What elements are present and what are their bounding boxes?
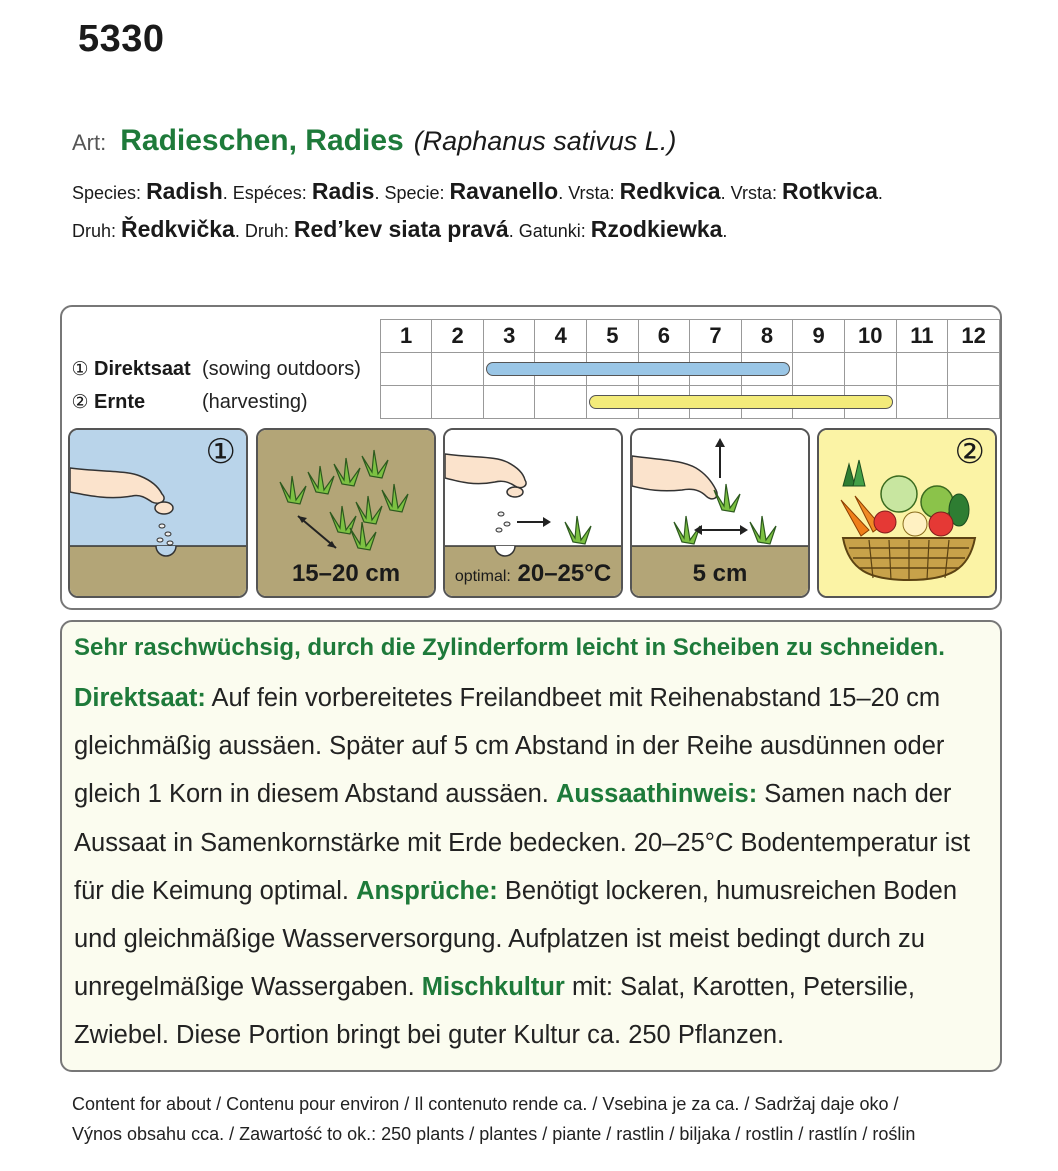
row-circle-2: ② — [71, 391, 89, 413]
latin-name: (Raphanus sativus L.) — [413, 126, 677, 156]
optimal-label: optimal: — [454, 568, 511, 585]
species-name: Redkvica — [619, 178, 721, 204]
species-name: Radish — [146, 178, 223, 204]
calendar-cell — [432, 386, 484, 419]
sowing-period-bar — [486, 362, 790, 376]
description-headline: Sehr raschwüchsig, durch die Zylinderform leicht in Scheiben zu schneiden. — [74, 634, 945, 661]
month-7: 7 — [690, 320, 742, 353]
panel-sowing — [68, 428, 248, 598]
month-10: 10 — [844, 320, 896, 353]
row-circle-1: ① — [71, 358, 89, 380]
species-name: Rzodkiewka — [590, 216, 723, 242]
month-2: 2 — [432, 320, 484, 353]
species-name: Red’kev siata pravá — [293, 216, 509, 242]
text-ansprueche: Benötigt lockeren, humusreichen Boden und gleichmäßige Wasserversorgung. Aufplatzen ist meist bedingt durch zu unregelmäßige Wassergaben. — [74, 876, 958, 1002]
calendar-cell — [535, 386, 587, 419]
badge-circle-2: ② — [954, 433, 985, 471]
calendar-cell — [483, 386, 535, 419]
art-line — [72, 124, 676, 158]
species-label: Espéces: — [232, 183, 307, 203]
text-direktsaat: Auf fein vorbereitetes Freilandbeet mit Reihenabstand 15–20 cm gleichmäßig aussäen. Später auf 5 cm Abstand in der Reihe ausdünnen oder gleich 1 Korn in diesem Abstand aussäen. — [74, 684, 945, 809]
calendar-cell — [380, 386, 432, 419]
month-4: 4 — [535, 320, 587, 353]
description-body — [74, 674, 990, 1060]
month-11: 11 — [896, 320, 948, 353]
art-label: Art: — [72, 130, 107, 155]
calendar-cell — [948, 353, 1000, 386]
month-1: 1 — [380, 320, 432, 353]
row-title: Direktsaat — [94, 357, 191, 380]
temperature-label — [445, 560, 621, 588]
month-9: 9 — [793, 320, 845, 353]
month-3: 3 — [483, 320, 535, 353]
keyword-aussaathinweis: Aussaathinweis: — [555, 780, 758, 809]
keyword-ansprueche: Ansprüche: — [356, 876, 498, 905]
species-name: Rotkvica — [782, 178, 878, 204]
calendar-corner — [70, 320, 380, 353]
content-line-1: Content for about / Contenu pour environ / Il contenuto rende ca. / Vsebina je za ca. / Sadržaj daje oko / — [72, 1094, 899, 1114]
text-aussaathinweis: Samen nach der Aussaat in Samenkornstärke mit Erde bedecken. 20–25°C Bodentemperatur ist für die Keimung optimal. — [74, 780, 971, 905]
calendar-cell — [793, 353, 845, 386]
calendar-cell — [432, 353, 484, 386]
row-label — [70, 386, 380, 419]
text-mischkultur: mit: Salat, Karotten, Petersilie, Zwiebel. Diese Portion bringt bei guter Kultur ca. 250 Pflanzen. — [74, 973, 915, 1050]
content-line-2: Výnos obsahu cca. / Zawartość to ok.: 250 plants / plantes / piante / rastlin / biljaka / rostlin / rastlín / roślin — [72, 1124, 916, 1144]
species-name: Ravanello — [449, 178, 559, 204]
keyword-direktsaat: Direktsaat: — [74, 684, 206, 712]
row-translation: (sowing outdoors) — [202, 357, 361, 380]
month-5: 5 — [587, 320, 639, 353]
temperature-value: 20–25°C — [517, 560, 612, 587]
calendar-cell — [844, 353, 896, 386]
species-name: Ředkvička — [121, 216, 235, 242]
row-label — [70, 353, 380, 386]
species-label: Gatunki: — [518, 221, 586, 241]
month-8: 8 — [741, 320, 793, 353]
row-spacing-label: 15–20 cm — [291, 560, 401, 587]
description-box — [60, 620, 1002, 1072]
product-code: 5330 — [78, 18, 165, 60]
species-label: Specie: — [384, 183, 445, 203]
species-label: Druh: — [72, 221, 117, 241]
row-translation: (harvesting) — [202, 390, 308, 413]
species-line-2: Druh: Ředkvička. Druh: Red’kev siata pravá. Gatunki: Rzodkiewka. — [72, 216, 728, 242]
calendar-header-row — [70, 320, 1000, 353]
month-12: 12 — [948, 320, 1000, 353]
species-label: Druh: — [244, 221, 289, 241]
species-label: Vrsta: — [568, 183, 615, 203]
panel-row-spacing — [256, 428, 436, 598]
month-6: 6 — [638, 320, 690, 353]
calendar-cell — [896, 353, 948, 386]
species-label: Species: — [72, 183, 142, 203]
panel-temperature — [443, 428, 623, 598]
badge-circle-1: ① — [205, 433, 236, 471]
species-label: Vrsta: — [730, 183, 777, 203]
art-name: Radieschen, Radies — [120, 124, 404, 157]
keyword-mischkultur: Mischkultur — [421, 973, 565, 1002]
calendar-cell — [896, 386, 948, 419]
calendar-cell — [380, 353, 432, 386]
calendar-cell — [948, 386, 1000, 419]
plant-spacing-label: 5 cm — [692, 560, 748, 587]
panel-harvest — [817, 428, 997, 598]
row-title: Ernte — [94, 390, 146, 413]
harvest-period-bar — [589, 395, 893, 409]
species-line-1: Species: Radish. Espéces: Radis. Specie: Ravanello. Vrsta: Redkvica. Vrsta: Rotkvica. — [72, 178, 883, 204]
species-name: Radis — [311, 178, 375, 204]
panel-thinning — [630, 428, 810, 598]
